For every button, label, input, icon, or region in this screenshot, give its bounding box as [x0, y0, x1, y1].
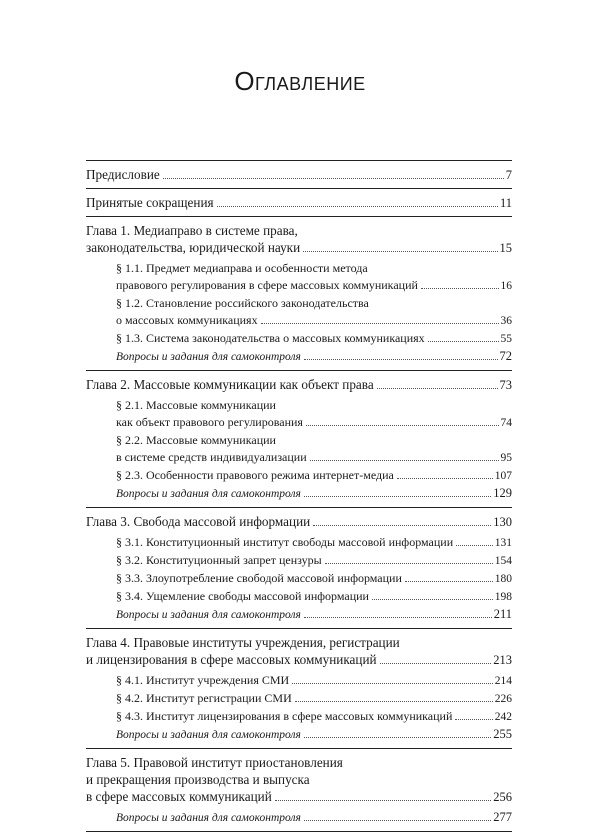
- chapter-page: 256: [493, 790, 512, 804]
- section-title-line[interactable]: § 1.2. Становление российского законодательства: [116, 296, 369, 310]
- leader-dots: [163, 178, 504, 179]
- section-page: 180: [494, 573, 512, 585]
- toc-entry-preface[interactable]: [86, 166, 512, 184]
- section-entry[interactable]: [116, 277, 512, 295]
- chapter-page: 15: [499, 241, 512, 255]
- leader-dots: [428, 341, 499, 342]
- chapter-entry[interactable]: [86, 651, 512, 669]
- leader-dots: [303, 251, 497, 252]
- section-page: 107: [494, 470, 512, 482]
- self-check-page: 211: [493, 607, 512, 621]
- leader-dots: [456, 545, 493, 546]
- toc-entry-abbreviations[interactable]: [86, 194, 512, 212]
- self-check-label: Вопросы и задания для самоконтроля: [116, 812, 301, 824]
- chapter-entry[interactable]: [86, 513, 512, 531]
- section-title-line: § 4.2. Институт регистрации СМИ: [116, 691, 292, 705]
- chapter-page: 213: [493, 653, 512, 667]
- self-check-entry[interactable]: [116, 485, 512, 503]
- leader-dots: [292, 683, 493, 684]
- table-of-contents: [86, 160, 512, 832]
- self-check-label: Вопросы и задания для самоконтроля: [116, 729, 301, 741]
- leader-dots: [306, 425, 499, 426]
- section-entry[interactable]: [116, 690, 512, 708]
- chapter-title-line: Глава 2. Массовые коммуникации как объект права: [86, 377, 374, 392]
- toc-entry-page: 7: [505, 168, 512, 182]
- leader-dots: [304, 820, 491, 821]
- chapter-page: 73: [499, 378, 512, 392]
- leader-dots: [310, 460, 499, 461]
- self-check-entry[interactable]: [116, 348, 512, 366]
- leader-dots: [313, 525, 491, 526]
- section-page: 36: [500, 315, 512, 327]
- self-check-entry[interactable]: [116, 809, 512, 827]
- section-entry[interactable]: [116, 312, 512, 330]
- leader-dots: [304, 496, 491, 497]
- leader-dots: [217, 206, 498, 207]
- toc-chapter-1: [86, 216, 512, 370]
- chapter-entry[interactable]: [86, 788, 512, 806]
- chapter-page: 130: [493, 515, 512, 529]
- toc-chapter-2: [86, 370, 512, 507]
- toc-front-block: [86, 160, 512, 188]
- leader-dots: [304, 737, 491, 738]
- leader-dots: [304, 617, 492, 618]
- toc-front-block: [86, 188, 512, 216]
- leader-dots: [421, 288, 499, 289]
- leader-dots: [380, 663, 492, 664]
- chapter-entry[interactable]: [86, 376, 512, 394]
- section-title-line: правового регулирования в сфере массовых коммуникаций: [116, 278, 418, 292]
- leader-dots: [275, 800, 491, 801]
- self-check-entry[interactable]: [116, 606, 512, 624]
- toc-chapter-3: [86, 507, 512, 628]
- leader-dots: [372, 599, 493, 600]
- self-check-page: 129: [493, 486, 512, 500]
- leader-dots: [304, 359, 498, 360]
- section-title-line: § 3.2. Конституционный запрет цензуры: [116, 553, 322, 567]
- leader-dots: [295, 701, 493, 702]
- section-title-line: § 3.1. Конституционный институт свободы массовой информации: [116, 535, 454, 549]
- chapter-title-line: Глава 3. Свобода массовой информации: [86, 514, 311, 529]
- section-title-line: § 3.4. Ущемление свободы массовой информации: [116, 589, 369, 603]
- chapter-title-line: и лицензирования в сфере массовых коммуникаций: [86, 652, 377, 667]
- section-page: 131: [494, 537, 512, 549]
- section-title-line[interactable]: § 2.1. Массовые коммуникации: [116, 398, 276, 412]
- section-title-line: в системе средств индивидуализации: [116, 450, 307, 464]
- chapter-title-line: в сфере массовых коммуникаций: [86, 789, 272, 804]
- section-entry[interactable]: [116, 467, 512, 485]
- self-check-entry[interactable]: [116, 726, 512, 744]
- self-check-page: 72: [499, 349, 512, 363]
- leader-dots: [261, 323, 499, 324]
- leader-dots: [397, 478, 493, 479]
- section-page: 198: [494, 591, 512, 603]
- section-title-line: § 4.1. Институт учреждения СМИ: [116, 673, 290, 687]
- section-title-line: § 1.3. Система законодательства о массовых коммуникациях: [116, 331, 425, 345]
- leader-dots: [377, 388, 498, 389]
- leader-dots: [405, 581, 493, 582]
- section-page: 214: [494, 675, 512, 687]
- section-page: 55: [500, 333, 512, 345]
- section-page: 154: [494, 555, 512, 567]
- self-check-page: 255: [493, 727, 512, 741]
- section-entry[interactable]: [116, 534, 512, 552]
- section-title-line[interactable]: § 2.2. Массовые коммуникации: [116, 433, 276, 447]
- section-title-line: как объект правового регулирования: [116, 415, 303, 429]
- toc-chapter-5: [86, 748, 512, 832]
- section-page: 95: [500, 452, 512, 464]
- section-entry[interactable]: [116, 414, 512, 432]
- section-entry[interactable]: [116, 672, 512, 690]
- self-check-label: Вопросы и задания для самоконтроля: [116, 488, 301, 500]
- section-entry[interactable]: [116, 570, 512, 588]
- self-check-page: 277: [493, 810, 512, 824]
- section-title-line: § 3.3. Злоупотребление свободой массовой информации: [116, 571, 402, 585]
- leader-dots: [455, 719, 492, 720]
- section-title-line: § 4.3. Институт лицензирования в сфере массовых коммуникаций: [116, 709, 453, 723]
- self-check-label: Вопросы и задания для самоконтроля: [116, 351, 301, 363]
- chapter-title-line[interactable]: Глава 5. Правовой институт приостановления: [86, 755, 343, 770]
- section-entry[interactable]: [116, 708, 512, 726]
- section-page: 226: [494, 693, 512, 705]
- chapter-title-line[interactable]: Глава 4. Правовые институты учреждения, регистрации: [86, 635, 400, 650]
- toc-entry-page: 11: [499, 196, 512, 210]
- section-title-line: § 2.3. Особенности правового режима интернет-медиа: [116, 468, 394, 482]
- toc-chapter-4: [86, 628, 512, 748]
- self-check-label: Вопросы и задания для самоконтроля: [116, 609, 301, 621]
- section-page: 74: [500, 417, 512, 429]
- chapter-title-line[interactable]: Глава 1. Медиаправо в системе права,: [86, 223, 298, 238]
- page-title: Оглавление: [234, 66, 366, 96]
- section-entry[interactable]: [116, 330, 512, 348]
- toc-entry-label: Предисловие: [86, 167, 160, 182]
- chapter-entry[interactable]: [86, 239, 512, 257]
- section-entry[interactable]: [116, 552, 512, 570]
- section-title-line[interactable]: § 1.1. Предмет медиаправа и особенности метода: [116, 261, 368, 275]
- toc-entry-label: Принятые сокращения: [86, 195, 214, 210]
- section-entry[interactable]: [116, 588, 512, 606]
- section-page: 16: [500, 280, 512, 292]
- section-title-line: о массовых коммуникациях: [116, 313, 258, 327]
- section-entry[interactable]: [116, 449, 512, 467]
- leader-dots: [325, 563, 493, 564]
- section-page: 242: [494, 711, 512, 723]
- chapter-title-line: законодательства, юридической науки: [86, 240, 301, 255]
- chapter-title-line[interactable]: и прекращения производства и выпуска: [86, 772, 310, 787]
